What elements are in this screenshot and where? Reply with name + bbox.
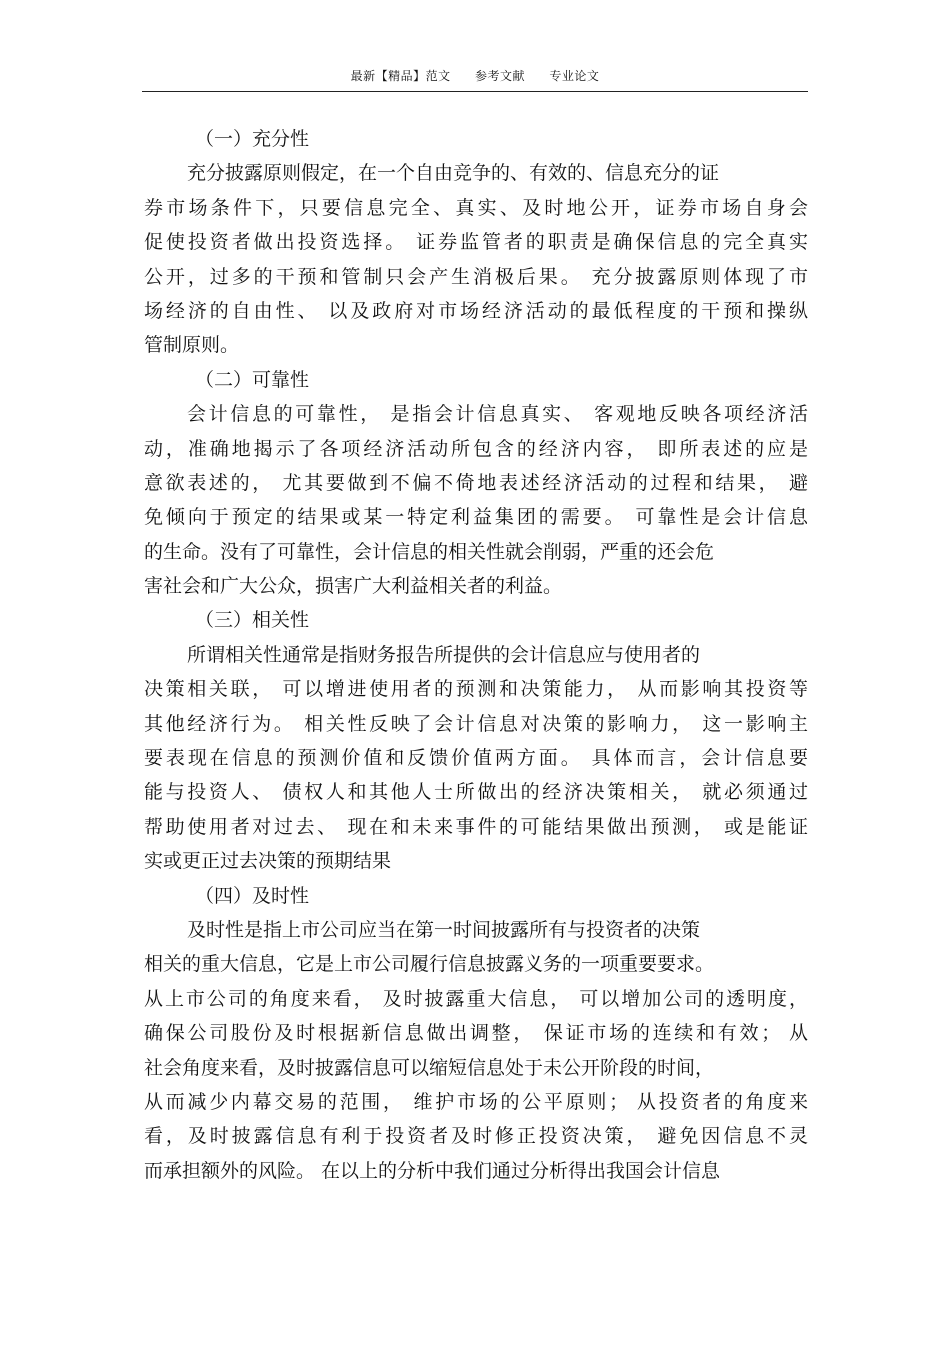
section-heading: （一）充分性: [195, 128, 310, 150]
paragraph-line: 确保公司股份及时根据新信息做出调整， 保证市场的连续和有效； 从: [144, 1022, 808, 1045]
paragraph-line: 社会角度来看，及时披露信息可以缩短信息处于未公开阶段的时间，: [144, 1056, 715, 1079]
paragraph-line: 及时性是指上市公司应当在第一时间披露所有与投资者的决策: [187, 918, 701, 941]
paragraph-line: 能与投资人、 债权人和其他人士所做出的经济决策相关， 就必须通过: [144, 781, 808, 804]
header-item-essay: 最新【精品】范文: [350, 69, 451, 83]
paragraph-line: 相关的重大信息，它是上市公司履行信息披露义务的一项重要要求。: [144, 953, 715, 976]
paragraph-line: 的生命。没有了可靠性，会计信息的相关性就会削弱，严重的还会危: [144, 540, 715, 563]
paragraph-line: 从上市公司的角度来看， 及时披露重大信息， 可以增加公司的透明度，: [144, 987, 808, 1010]
paragraph-line: 会计信息的可靠性， 是指会计信息真实、 客观地反映各项经济活: [187, 403, 808, 426]
section-heading: （三）相关性: [195, 609, 310, 632]
document-body: [144, 122, 808, 1188]
paragraph-line: 意欲表述的， 尤其要做到不偏不倚地表述经济活动的过程和结果， 避: [144, 471, 808, 494]
paragraph-line: 动，准确地揭示了各项经济活动所包含的经济内容， 即所表述的应是: [144, 437, 808, 460]
header-rule: [142, 91, 808, 92]
paragraph-line: 决策相关联， 可以增进使用者的预测和决策能力， 从而影响其投资等: [144, 678, 808, 701]
paragraph-line: 帮助使用者对过去、 现在和未来事件的可能结果做出预测， 或是能证: [144, 815, 808, 838]
paragraph-line: 所谓相关性通常是指财务报告所提供的会计信息应与使用者的: [187, 643, 701, 666]
paragraph-line: 免倾向于预定的结果或某一特定利益集团的需要。 可靠性是会计信息: [144, 506, 808, 529]
paragraph-line: 看，及时披露信息有利于投资者及时修正投资决策， 避免因信息不灵: [144, 1125, 808, 1148]
paragraph-line: 场经济的自由性、 以及政府对市场经济活动的最低程度的干预和操纵: [144, 299, 808, 322]
paragraph-line: 要表现在信息的预测价值和反馈价值两方面。 具体而言，会计信息要: [144, 747, 808, 770]
paragraph-line: 其他经济行为。 相关性反映了会计信息对决策的影响力， 这一影响主: [144, 712, 808, 735]
paragraph-line: 从而减少内幕交易的范围， 维护市场的公平原则； 从投资者的角度来: [144, 1090, 808, 1113]
section-heading: （四）及时性: [195, 884, 310, 907]
paragraph-line: 券市场条件下，只要信息完全、真实、及时地公开，证券市场自身会: [144, 196, 808, 219]
paragraph-line: 而承担额外的风险。 在以上的分析中我们通过分析得出我国会计信息: [144, 1159, 721, 1182]
paragraph-line: 管制原则。: [144, 334, 240, 357]
paragraph-line: 充分披露原则假定，在一个自由竞争的、有效的、信息充分的证: [187, 162, 720, 185]
paragraph-line: 实或更正过去决策的预期结果: [144, 850, 392, 873]
paragraph-line: 害社会和广大公众，损害广大利益相关者的利益。: [144, 575, 563, 598]
section-heading: （二）可靠性: [195, 368, 310, 391]
header-item-references: 参考文献: [474, 69, 525, 83]
paragraph-line: 公开，过多的干预和管制只会产生消极后果。 充分披露原则体现了市: [144, 265, 808, 288]
page-header: [142, 66, 808, 92]
paragraph-line: 促使投资者做出投资选择。 证券监管者的职责是确保信息的完全真实: [144, 231, 808, 254]
header-item-papers: 专业论文: [549, 69, 600, 83]
